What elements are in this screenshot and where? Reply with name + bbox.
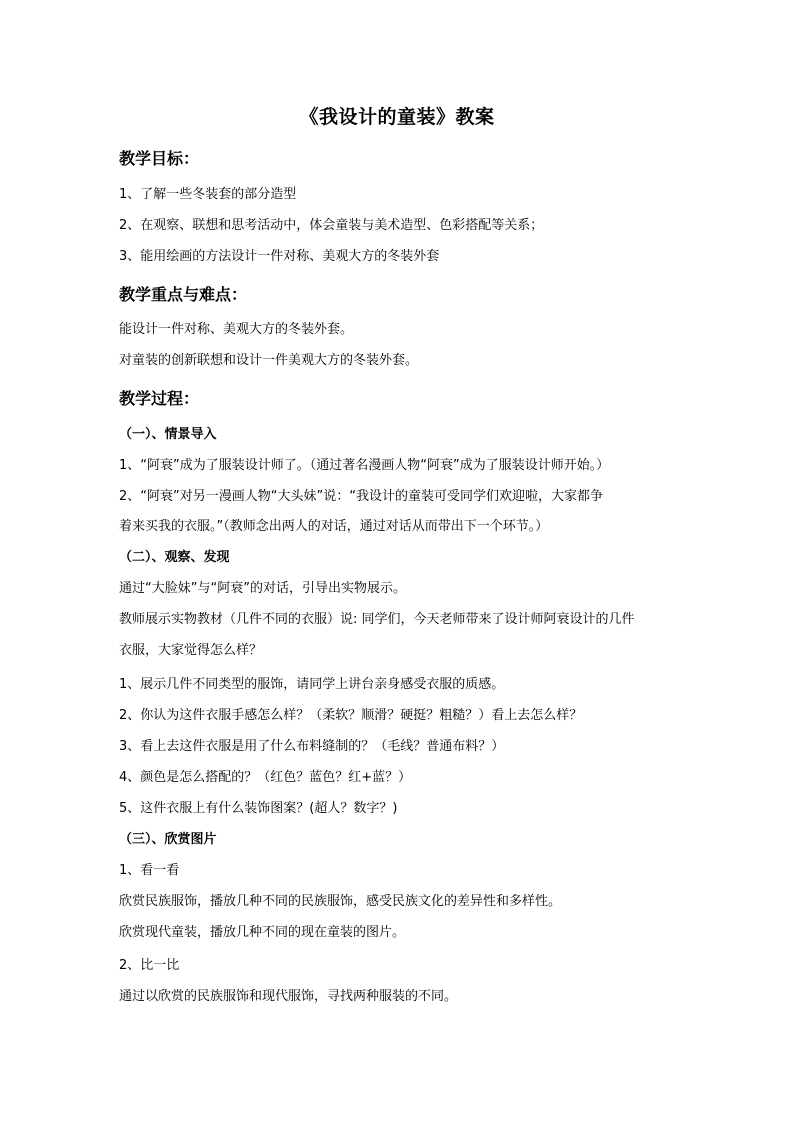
part2-heading: （二）、观察、发现 [119,550,230,565]
part3-line-1: 1、看一看 [119,863,180,878]
part3-line-4: 2、比一比 [119,958,180,973]
part2-line-5: 2、你认为这件衣服手感怎么样？（柔软？顺滑？硬挺？粗糙？）看上去怎么样？ [119,708,583,723]
part2-line-7: 4、颜色是怎么搭配的？（红色？蓝色？红+蓝？） [119,770,412,785]
objective-item-1: 1、了解一些冬装套的部分造型 [119,187,297,202]
part2-line-4: 1、展示几件不同类型的服饰，请同学上讲台亲身感受衣服的质感。 [119,677,505,692]
objective-item-3: 3、能用绘画的方法设计一件对称、美观大方的冬装外套 [119,249,440,264]
document-title: 《我设计的童装》教案 [299,106,495,128]
part3-line-3: 欣赏现代童装，播放几种不同的现在童装的图片。 [119,925,406,940]
part1-heading: （一）、情景导入 [119,427,217,442]
objective-item-2: 2、在观察、联想和思考活动中，体会童装与美术造型、色彩搭配等关系； [119,218,544,233]
part3-line-5: 通过以欣赏的民族服饰和现代服饰，寻找两种服装的不同。 [119,989,458,1004]
process-heading: 教学过程： [119,389,200,408]
part2-line-1: 通过“大脸妹”与“阿衰”的对话，引导出实物展示。 [119,581,406,596]
key-points-heading: 教学重点与难点： [119,285,248,304]
part2-line-6: 3、看上去这件衣服是用了什么布料缝制的？（毛线？普通布料？） [119,739,505,754]
part3-heading: （三）、欣赏图片 [119,832,217,847]
part1-line-3: 着来买我的衣服。”（教师念出两人的对话，通过对话从而带出下一个环节。） [119,519,549,534]
objectives-heading: 教学目标： [119,149,200,168]
part1-line-1: 1、“阿衰”成为了服装设计师了。（通过著名漫画人物“阿衰”成为了服装设计师开始。） [119,458,610,473]
key-point-line-2: 对童装的创新联想和设计一件美观大方的冬装外套。 [119,353,419,368]
part2-line-8: 5、这件衣服上有什么装饰图案？(超人？数字？) [119,801,398,816]
part2-line-3: 衣服，大家觉得怎么样？ [119,643,263,658]
key-point-line-1: 能设计一件对称、美观大方的冬装外套。 [119,322,354,337]
part3-line-2: 欣赏民族服饰，播放几种不同的民族服饰，感受民族文化的差异性和多样性。 [119,894,562,909]
part1-line-2: 2、“阿衰”对另一漫画人物“大头妹”说：“我设计的童装可受同学们欢迎啦，大家都争 [119,489,603,504]
part2-line-2: 教师展示实物教材（几件不同的衣服）说: 同学们，今天老师带来了设计师阿衰设计的几件 [119,612,635,627]
